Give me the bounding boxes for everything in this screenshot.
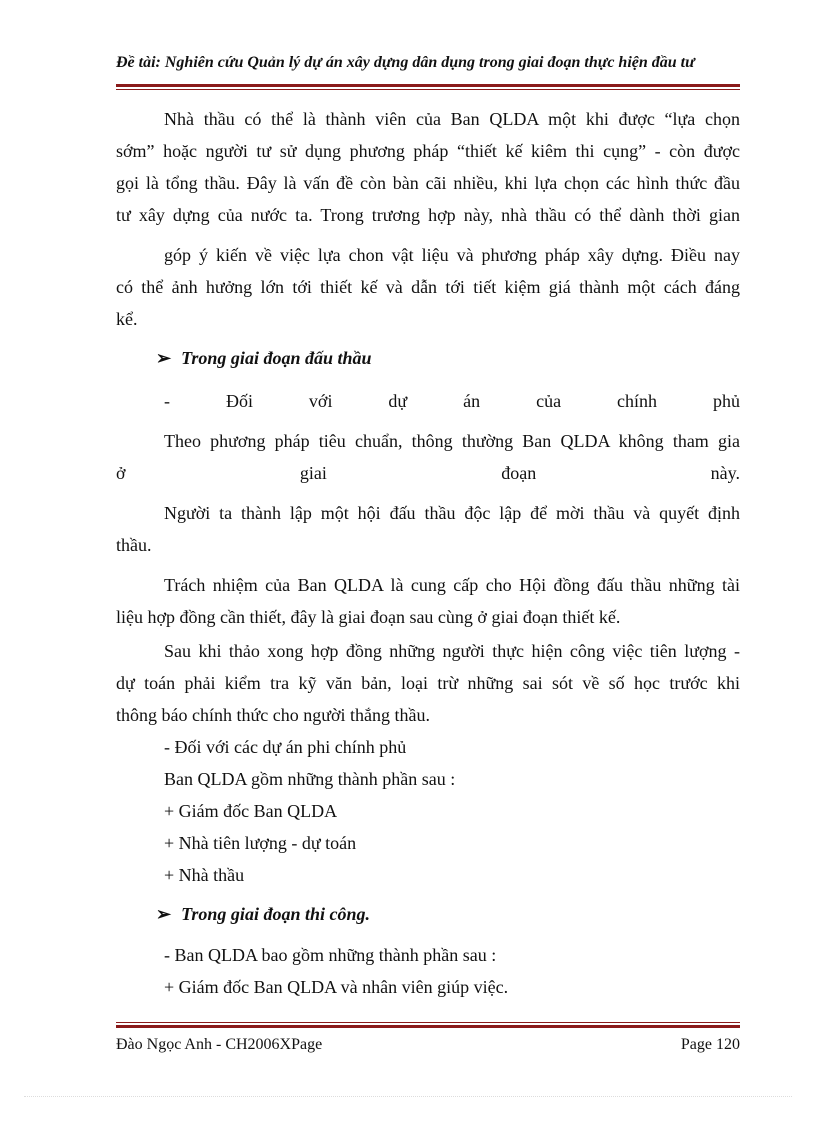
paragraph-line: Theo phương pháp tiêu chuẩn, thông thường Ban QLDA không tham gia: [164, 431, 740, 451]
list-item: Ban QLDA gồm những thành phần sau :: [164, 769, 456, 789]
list-item: - Đối với các dự án phi chính phủ: [164, 737, 407, 757]
list-item: + Nhà tiên lượng - dự toán: [164, 833, 357, 853]
paragraph-line: Sau khi thảo xong hợp đồng những người thực hiện công việc tiên lượng -: [164, 641, 740, 661]
paragraph-line: liệu hợp đồng cần thiết, đây là giai đoạn sau cùng ở giai đoạn thiết kế.: [116, 607, 621, 627]
paragraph-line: - Đối với dự án của chính phủ: [164, 391, 740, 411]
footer-rule: [116, 1022, 740, 1028]
footer-author: Đào Ngọc Anh - CH2006XPage: [116, 1036, 323, 1053]
paragraph-line: tư xây dựng của nước ta. Trong trương hợp này, nhà thầu có thể dành thời gian: [116, 205, 740, 225]
paragraph-line: gọi là tổng thầu. Đây là vấn đề còn bàn cãi nhiều, khi lựa chọn các hình thức đầu: [116, 173, 740, 193]
paragraph-line: ở giai đoạn này.: [116, 463, 740, 483]
list-item: + Nhà thầu: [164, 865, 245, 885]
list-item: + Giám đốc Ban QLDA và nhân viên giúp việc.: [164, 977, 509, 997]
header-title: Đề tài: Nghiên cứu Quản lý dự án xây dựng dân dụng trong giai đoạn thực hiện đầu tư: [116, 54, 695, 71]
paragraph-line: Nhà thầu có thể là thành viên của Ban QLDA một khi được “lựa chọn: [164, 109, 740, 129]
paragraph-line: Người ta thành lập một hội đấu thầu độc lập để mời thầu và quyết định: [164, 503, 740, 523]
section-heading: ➢ Trong giai đoạn thi công.: [156, 904, 370, 924]
paragraph-line: thông báo chính thức cho người thắng thầu.: [116, 705, 430, 725]
paragraph-line: sớm” hoặc người tư sử dụng phương pháp “thiết kế kiêm thi cụng” - còn được: [116, 141, 740, 161]
header-rule: [116, 84, 740, 90]
list-item: - Ban QLDA bao gồm những thành phần sau :: [164, 945, 497, 965]
page-edge-divider: [24, 1096, 792, 1097]
list-item: + Giám đốc Ban QLDA: [164, 801, 338, 821]
arrow-bullet-icon: ➢: [156, 904, 172, 924]
arrow-bullet-icon: ➢: [156, 348, 172, 368]
page-number: Page 120: [680, 1036, 740, 1053]
paragraph-line: thầu.: [116, 535, 152, 555]
section-heading: ➢ Trong giai đoạn đấu thầu: [156, 348, 372, 368]
paragraph-line: có thể ảnh hưởng lớn tới thiết kế và dẫn tới tiết kiệm giá thành một cách đáng: [116, 277, 740, 297]
paragraph-line: góp ý kiến về việc lựa chon vật liệu và phương pháp xây dựng. Điều nay: [164, 245, 740, 265]
paragraph-line: dự toán phải kiểm tra kỹ văn bản, loại trừ những sai sót về số học trước khi: [116, 673, 740, 693]
paragraph-line: Trách nhiệm của Ban QLDA là cung cấp cho Hội đồng đấu thầu những tài: [164, 575, 740, 595]
paragraph-line: kể.: [116, 309, 138, 329]
